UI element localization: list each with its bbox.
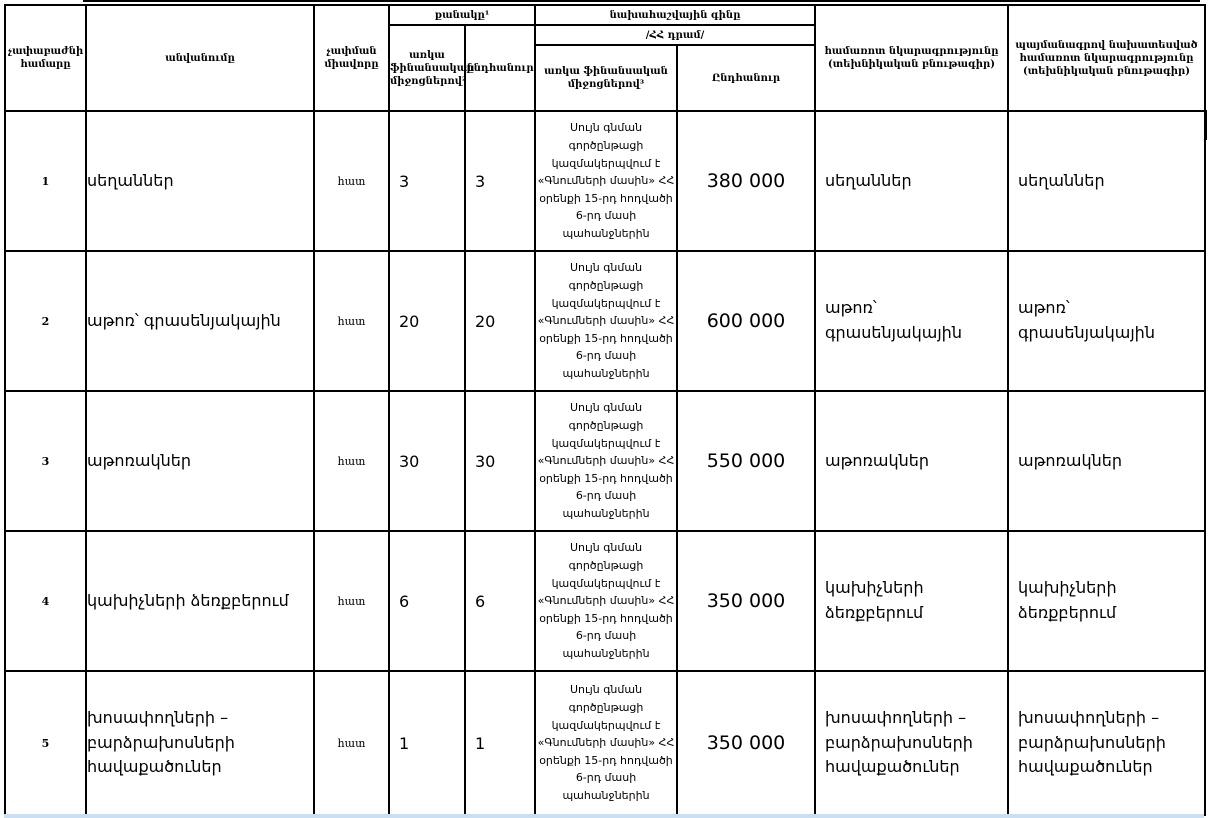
procurement-note: Սույն գնման գործընթացի կազմակերպվում է «Գնումների մասին» ՀՀ օրենքի 15-րդ հոդվածի 6-րդ մասի պահանջներին [535, 391, 677, 531]
header-price-currency: /ՀՀ դրամ/ [535, 25, 815, 45]
table-row [5, 391, 1205, 531]
quantity-total: 1 [465, 671, 535, 815]
page-edge-mark [1205, 110, 1207, 140]
header-contract-specification: պայմանագրով նախատեսված համառոտ նկարագրությունը (տեխնիկական բնութագիր) [1008, 5, 1205, 111]
lot-number: 3 [5, 391, 86, 531]
price-total: 350 000 [677, 531, 815, 671]
procurement-note: Սույն գնման գործընթացի կազմակերպվում է «Գնումների մասին» ՀՀ օրենքի 15-րդ հոդվածի 6-րդ մասի պահանջներին [535, 251, 677, 391]
quantity-financial: 3 [389, 111, 465, 251]
procurement-note: Սույն գնման գործընթացի կազմակերպվում է «Գնումների մասին» ՀՀ օրենքի 15-րդ հոդվածի 6-րդ մասի պահանջներին [535, 531, 677, 671]
contract-specification: սեղաններ [1008, 111, 1205, 251]
header-price-group: նախահաշվային գինը [535, 5, 815, 25]
price-total: 350 000 [677, 671, 815, 815]
unit: հատ [314, 391, 389, 531]
contract-specification: աթոռակներ [1008, 391, 1205, 531]
quantity-total: 6 [465, 531, 535, 671]
header-unit: չափման միավորը [314, 5, 389, 111]
item-name: աթոռ՝ գրասենյակային [86, 251, 314, 391]
unit: հատ [314, 111, 389, 251]
header-quantity-group: քանակը¹ [389, 5, 535, 25]
lot-number: 5 [5, 671, 86, 815]
quantity-total: 3 [465, 111, 535, 251]
item-name: կախիչների ձեռքբերում [86, 531, 314, 671]
procurement-note: Սույն գնման գործընթացի կազմակերպվում է «Գնումների մասին» ՀՀ օրենքի 15-րդ հոդվածի 6-րդ մասի պահանջներին [535, 111, 677, 251]
header-lot-number: չափաբաժնի համարը [5, 5, 86, 111]
header-price-total: Ընդհանուր [677, 45, 815, 111]
contract-specification: աթոռ՝ գրասենյակային [1008, 251, 1205, 391]
price-total: 600 000 [677, 251, 815, 391]
item-name: սեղաններ [86, 111, 314, 251]
quantity-financial: 20 [389, 251, 465, 391]
specification: սեղաններ [815, 111, 1008, 251]
quantity-total: 30 [465, 391, 535, 531]
unit: հատ [314, 671, 389, 815]
unit: հատ [314, 531, 389, 671]
unit: հատ [314, 251, 389, 391]
lot-number: 2 [5, 251, 86, 391]
lot-number: 4 [5, 531, 86, 671]
quantity-financial: 1 [389, 671, 465, 815]
quantity-total: 20 [465, 251, 535, 391]
table-row [5, 251, 1205, 391]
header-specification: համառոտ նկարագրությունը (տեխնիկական բնութագիր) [815, 5, 1008, 111]
procurement-table-sheet [4, 4, 1204, 814]
price-total: 550 000 [677, 391, 815, 531]
procurement-table [4, 4, 1206, 816]
table-row [5, 671, 1205, 815]
header-price-financial: առկա ֆինանսական միջոցներով³ [535, 45, 677, 111]
header-quantity-financial: առկա ֆինանսական միջոցներով² [389, 25, 465, 111]
item-name: աթոռակներ [86, 391, 314, 531]
specification: աթոռ՝ գրասենյակային [815, 251, 1008, 391]
table-row [5, 531, 1205, 671]
contract-specification: խոսափողների – բարձրախոսների հավաքածուներ [1008, 671, 1205, 815]
header-name: անվանումը [86, 5, 314, 111]
item-name: խոսափողների – բարձրախոսների հավաքածուներ [86, 671, 314, 815]
specification: աթոռակներ [815, 391, 1008, 531]
bottom-highlight-strip [4, 814, 1204, 818]
specification: կախիչների ձեռքբերում [815, 531, 1008, 671]
quantity-financial: 30 [389, 391, 465, 531]
price-total: 380 000 [677, 111, 815, 251]
specification: խոսափողների – բարձրախոսների հավաքածուներ [815, 671, 1008, 815]
contract-specification: կախիչների ձեռքբերում [1008, 531, 1205, 671]
header-quantity-total: ընդհանուր [465, 25, 535, 111]
lot-number: 1 [5, 111, 86, 251]
procurement-note: Սույն գնման գործընթացի կազմակերպվում է «Գնումների մասին» ՀՀ օրենքի 15-րդ հոդվածի 6-րդ մասի պահանջներին [535, 671, 677, 815]
table-row [5, 111, 1205, 251]
quantity-financial: 6 [389, 531, 465, 671]
